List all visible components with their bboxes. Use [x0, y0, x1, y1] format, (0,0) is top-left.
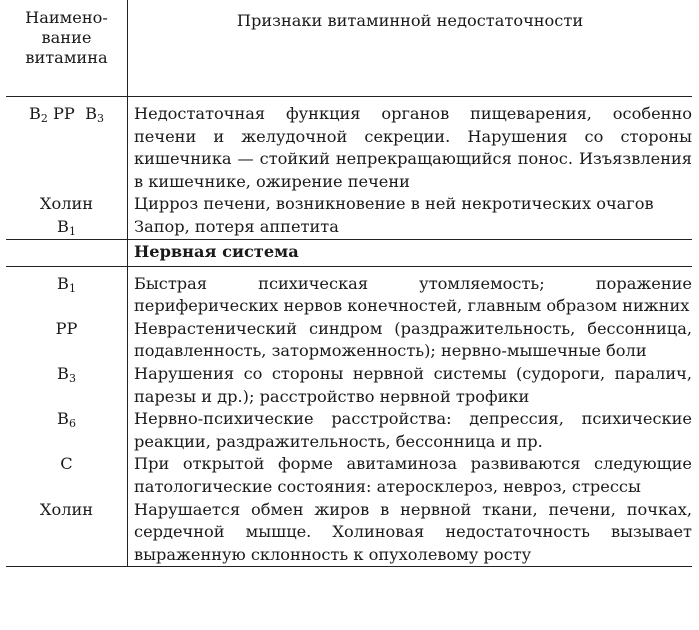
vitamin-cell: $B_3$	[6, 363, 128, 408]
signs-cell: Нарушения со стороны нервной системы (судороги, паралич, парезы и др.); расстройство нервной трофики	[134, 363, 692, 406]
table-row	[6, 193, 692, 216]
vitamin-cell: $B_1$	[6, 266, 128, 318]
table-row	[6, 216, 692, 239]
nervous-group	[6, 266, 692, 567]
signs-cell: Нервно-психические расстройства: депрессия, психические реакции, раздражительность, бессонница и пр.	[134, 409, 692, 451]
vitamin-cell: $B_2$ PP $B_3$	[6, 97, 128, 194]
header-col1-line1: Наимено-	[25, 8, 108, 27]
header-vitamin-name	[6, 0, 128, 97]
vitamin-cell: Холин	[6, 499, 128, 567]
vitamin-cell: Холин	[6, 193, 128, 216]
signs-cell: Цирроз печени, возникновение в ней некротических очагов	[134, 194, 654, 214]
signs-cell: Неврастенический синдром (раздражительность, бессонница, подавленность, заторможенность); нервно-мышечные боли	[134, 318, 692, 361]
vitamin-cell: $B_6$	[6, 408, 128, 453]
vitamin-deficiency-table	[6, 0, 692, 567]
vitamin-cell: PP	[6, 318, 128, 363]
header-row	[6, 0, 692, 97]
table-row	[6, 363, 692, 408]
table-row	[6, 499, 692, 567]
section-header	[6, 239, 692, 266]
section-empty-cell	[6, 239, 128, 266]
signs-cell: Недостаточная функция органов пищеварения, особенно печени и желудочной секреции. Нарушения со стороны кишечника — стойкий непрекращающийся понос. Изъязвления в кишечнике, ожирение печени	[134, 104, 692, 191]
header-deficiency-signs: Признаки витаминной недостаточности	[128, 0, 693, 97]
signs-cell: Быстрая психическая утомляемость; поражение периферических нервов конечностей, главным образом нижних	[134, 273, 692, 316]
table-row	[6, 266, 692, 318]
signs-cell: Нарушается обмен жиров в нервной ткани, печени, почках, сердечной мышце. Холиновая недостаточность вызывает выраженную склонность к опухолевому росту	[128, 499, 693, 567]
section-title: Нервная система	[128, 239, 693, 266]
header-col1-line3: витамина	[25, 48, 108, 67]
signs-cell: При открытой форме авитаминоза развиваются следующие патологические состояния: атеросклероз, невроз, стрессы	[134, 454, 692, 496]
signs-cell: Запор, потеря аппетита	[134, 216, 339, 236]
vitamin-cell: $B_1$	[6, 216, 128, 239]
table-row	[6, 408, 692, 453]
vitamin-cell: C	[6, 453, 128, 498]
digestive-group	[6, 97, 692, 240]
section-row	[6, 239, 692, 266]
table-row	[6, 97, 692, 194]
table-row	[6, 318, 692, 363]
table-row	[6, 453, 692, 498]
header-col1-line2: вание	[41, 28, 92, 47]
